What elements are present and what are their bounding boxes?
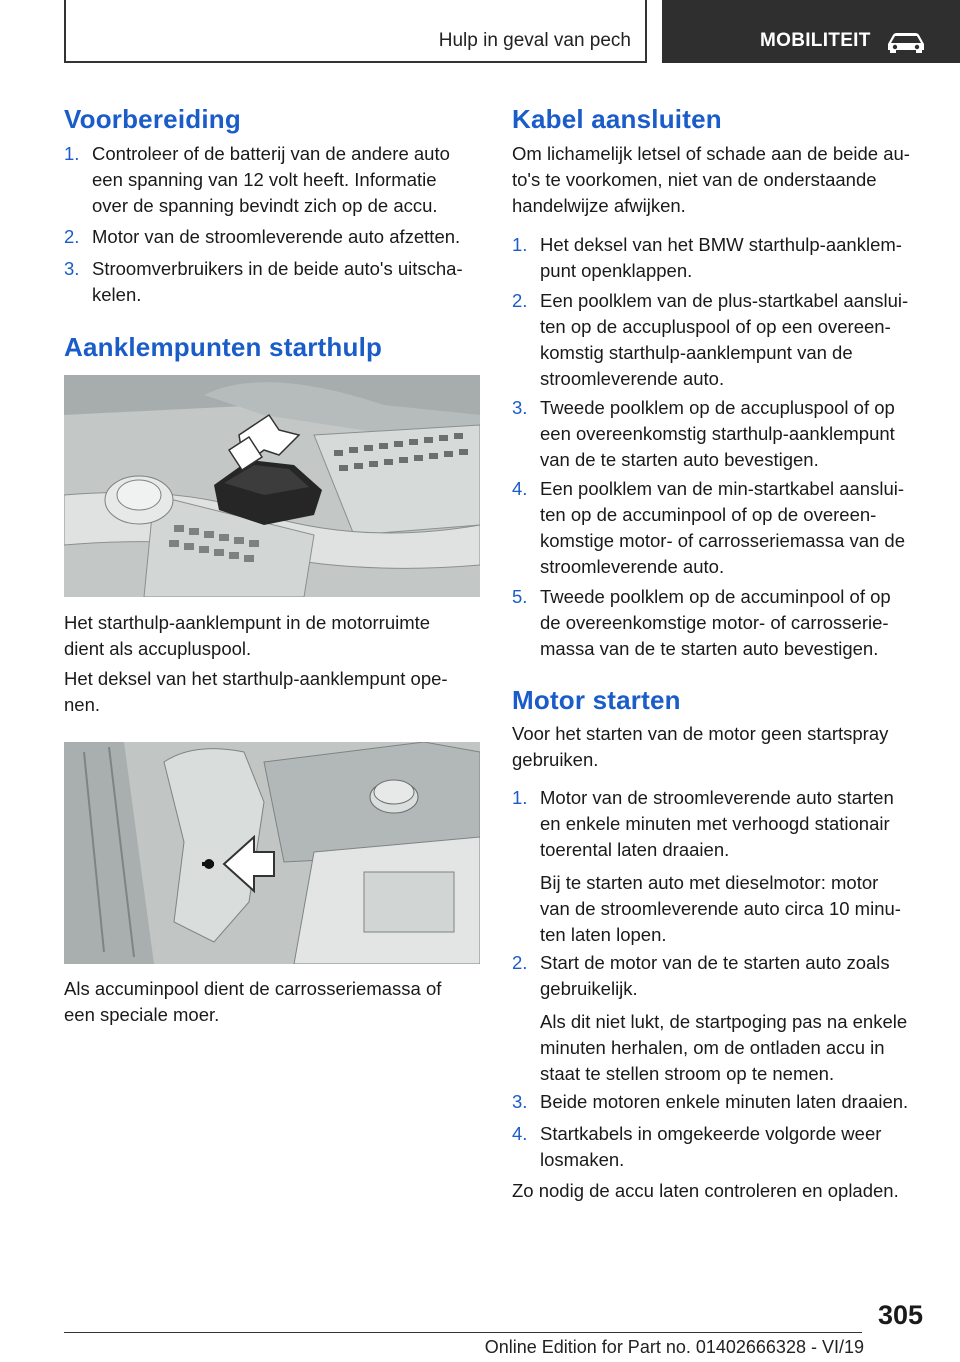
- page-number: 305: [878, 1300, 924, 1330]
- connect-intro: [512, 141, 932, 219]
- step-sub-line: Als dit niet lukt, de startpoging pas na enkele: [540, 1011, 908, 1032]
- connect-step-1: [512, 232, 932, 284]
- step-line: massa van de te starten auto bevestigen.: [540, 638, 879, 659]
- chapter-tab[interactable]: [662, 0, 960, 63]
- step-line: over de spanning bevindt zich op de accu.: [92, 195, 438, 216]
- step-line: stroomleverende auto.: [540, 368, 725, 389]
- step-line: een overeenkomstig starthulp-aanklempunt: [540, 423, 895, 444]
- step-sub-line: van de stroomleverende auto circa 10 minu‐: [540, 898, 901, 919]
- intro-line: Om lichamelijk letsel of schade aan de beide au‐: [512, 143, 910, 164]
- step-line: en enkele minuten met verhoogd stationair: [540, 813, 890, 834]
- step-number: 2.: [512, 952, 528, 973]
- step-line: stroomleverende auto.: [540, 556, 725, 577]
- closing-note: Zo nodig de accu laten controleren en opladen.: [512, 1180, 899, 1201]
- start-step-1: [512, 785, 932, 945]
- prep-step-1: [64, 141, 484, 221]
- start-intro: [512, 721, 932, 773]
- step-number: 1.: [512, 787, 528, 808]
- step-line: Tweede poolklem op de accupluspool of op: [540, 397, 895, 418]
- step-sub-line: ten laten lopen.: [540, 924, 667, 945]
- fig2-caption: [64, 976, 484, 1028]
- step-sub-line: staat te stellen stroom op te nemen.: [540, 1063, 835, 1084]
- intro-line: handelwijze afwijken.: [512, 195, 686, 216]
- note-line: Het deksel van het starthulp-aanklempunt ope‐: [64, 668, 448, 689]
- step-number: 3.: [64, 258, 80, 279]
- step-line: Een poolklem van de plus-startkabel aanslui‐: [540, 290, 909, 311]
- ground-point-illustration: [64, 742, 480, 964]
- connect-step-2: [512, 288, 932, 392]
- edition-text: Online Edition for Part no. 01402666328 - VI/19: [484, 1337, 864, 1357]
- intro-line: Voor het starten van de motor geen startspray: [512, 723, 889, 744]
- step-line: toerental laten draaien.: [540, 839, 730, 860]
- step-line: kelen.: [92, 284, 142, 305]
- step-number: 2.: [64, 226, 80, 247]
- step-number: 5.: [512, 586, 528, 607]
- step-line: de overeenkomstige motor- of carrosserie‐: [540, 612, 889, 633]
- header-section-box: [64, 0, 647, 63]
- intro-line: gebruiken.: [512, 749, 599, 770]
- step-line: Start de motor van de te starten auto zoals: [540, 952, 890, 973]
- step-line: gebruikelijk.: [540, 978, 638, 999]
- step-line: komstige motor- of carrosseriemassa van de: [540, 530, 905, 551]
- step-line: Motor van de stroomleverende auto afzetten.: [92, 226, 461, 247]
- points-heading: Aanklempunten starthulp: [64, 332, 383, 362]
- step-sub-line: Bij te starten auto met dieselmotor: motor: [540, 872, 879, 893]
- start-step-4: [512, 1121, 932, 1173]
- intro-line: to's te voorkomen, niet van de onderstaande: [512, 169, 877, 190]
- prep-step-3: [64, 256, 484, 308]
- fig1-caption: [64, 610, 484, 662]
- connect-step-3: [512, 395, 932, 473]
- step-number: 1.: [64, 143, 80, 164]
- prep-heading: Voorbereiding: [64, 104, 241, 134]
- step-line: losmaken.: [540, 1149, 625, 1170]
- caption-line: dient als accupluspool.: [64, 638, 252, 659]
- step-line: Stroomverbruikers in de beide auto's uitscha‐: [92, 258, 463, 279]
- step-line: Een poolklem van de min-startkabel aanslui‐: [540, 478, 905, 499]
- step-number: 3.: [512, 1091, 528, 1112]
- step-line: van de te starten auto bevestigen.: [540, 449, 819, 470]
- step-line: komstig starthulp-aanklempunt van de: [540, 342, 853, 363]
- caption-line: Als accuminpool dient de carrosseriemassa of: [64, 978, 442, 999]
- step-number: 2.: [512, 290, 528, 311]
- step-sub-line: minuten herhalen, om de ontladen accu in: [540, 1037, 885, 1058]
- step-line: Startkabels in omgekeerde volgorde weer: [540, 1123, 882, 1144]
- step-line: een spanning van 12 volt heeft. Informatie: [92, 169, 437, 190]
- start-heading: Motor starten: [512, 685, 681, 715]
- step-line: Het deksel van het BMW starthulp-aanklem‐: [540, 234, 902, 255]
- step-number: 4.: [512, 478, 528, 499]
- section-title: Hulp in geval van pech: [438, 30, 631, 51]
- caption-line: een speciale moer.: [64, 1004, 220, 1025]
- jump-start-terminal-illustration: [64, 375, 480, 597]
- footer-divider: [64, 1332, 862, 1333]
- step-number: 4.: [512, 1123, 528, 1144]
- start-step-2: [512, 950, 932, 1090]
- connect-step-4: [512, 476, 932, 580]
- connect-heading: Kabel aansluiten: [512, 104, 722, 134]
- note-line: nen.: [64, 694, 101, 715]
- chapter-tab-label: MOBILITEIT: [760, 30, 871, 51]
- step-line: ten op de accuminpool of op de overeen‐: [540, 504, 877, 525]
- caption-line: Het starthulp-aanklempunt in de motorruimte: [64, 612, 431, 633]
- step-line: ten op de accupluspool of op een overeen‐: [540, 316, 891, 337]
- prep-step-2: [64, 224, 484, 250]
- step-line: Beide motoren enkele minuten laten draaien.: [540, 1091, 909, 1112]
- step-line: Controleer of de batterij van de andere auto: [92, 143, 450, 164]
- step-line: punt openklappen.: [540, 260, 693, 281]
- step-number: 1.: [512, 234, 528, 255]
- step-line: Tweede poolklem op de accuminpool of op: [540, 586, 891, 607]
- step-line: Motor van de stroomleverende auto starten: [540, 787, 894, 808]
- connect-step-5: [512, 584, 932, 662]
- fig1-note: [64, 666, 484, 718]
- car-icon: [884, 30, 928, 54]
- step-number: 3.: [512, 397, 528, 418]
- start-step-3: [512, 1089, 932, 1115]
